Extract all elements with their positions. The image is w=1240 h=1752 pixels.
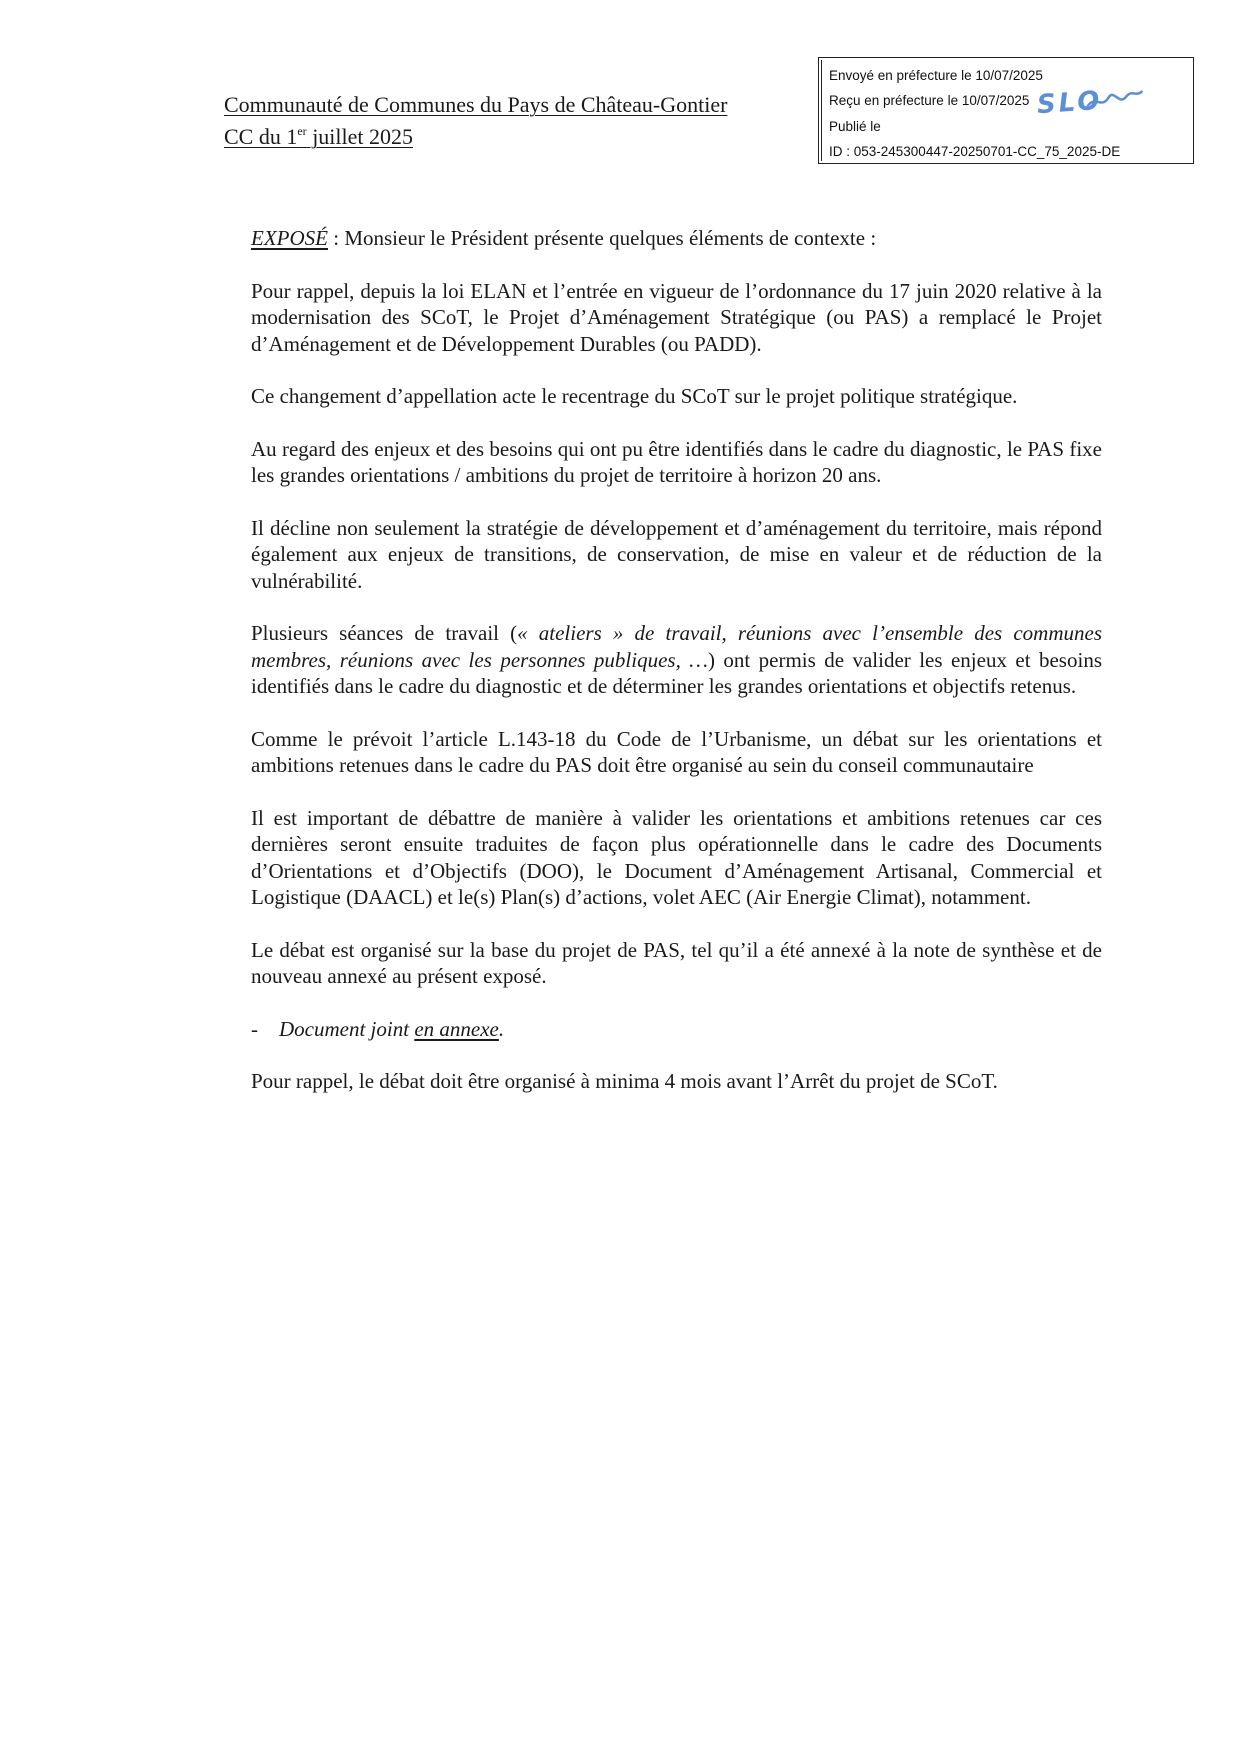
stamp-publie: Publié le — [829, 119, 881, 134]
expose-body — [251, 225, 1102, 1121]
stamp-id: ID : 053-245300447-20250701-CC_75_2025-DE — [829, 144, 1121, 159]
expose-intro-text: : Monsieur le Président présente quelques éléments de contexte : — [327, 226, 877, 250]
paragraph-8: Le débat est organisé sur la base du projet de PAS, tel qu’il a été annexé à la note de synthèse et de nouveau annexé au présent exposé. — [251, 937, 1102, 988]
signature-flourish-icon — [1084, 87, 1145, 113]
annex-bullet-text — [279, 1016, 504, 1043]
paragraph-6: Comme le prévoit l’article L.143-18 du Code de l’Urbanisme, un débat sur les orientations et ambitions retenues dans le cadre du PAS doit être organisé au sein du conseil communautaire — [251, 726, 1102, 777]
annex-bullet-end: . — [498, 1016, 505, 1041]
paragraph-5-start: Plusieurs séances de travail ( — [251, 621, 518, 645]
meeting-date-prefix: CC du 1 — [224, 124, 298, 149]
expose-label: EXPOSÉ — [251, 226, 328, 250]
paragraph-7: Il est important de débattre de manière à valider les orientations et ambitions retenues car ces dernières seront ensuite traduites de façon plus opérationnelle dans le cadre des Documents d’Orientations et d’Objectifs (DOO), le Document d’Aménagement Artisanal, Commercial et Logistique (DAACL) et le(s) Plan(s) d’actions, volet AEC (Air Energie Climat), notamment. — [251, 805, 1102, 909]
paragraph-5-end: ) ont permis de valider les enjeux et besoins identifiés dans le cadre du diagnostic et de déterminer les grandes orientations et objectifs retenus. — [251, 647, 1102, 698]
paragraph-9: Pour rappel, le débat doit être organisé à minima 4 mois avant l’Arrêt du projet de SCoT. — [251, 1069, 998, 1093]
prefecture-stamp — [818, 57, 1194, 164]
annex-link-text: en annexe — [414, 1016, 499, 1041]
paragraph-5-italic: « ateliers » de travail, réunions avec l’ensemble des communes membres, réunions avec les personnes publiques, … — [251, 621, 1102, 672]
meeting-date-suffix: juillet 2025 — [306, 124, 414, 149]
meeting-date-superscript: er — [297, 124, 307, 138]
document-header — [224, 92, 727, 150]
paragraph-4: Il décline non seulement la stratégie de développement et d’aménagement du territoire, mais répond également aux enjeux de transitions, de conservation, de mise en valeur et de réduction de la vulnérabilité. — [251, 515, 1102, 593]
annex-bullet — [251, 1016, 1102, 1043]
bullet-dash: - — [251, 1016, 258, 1041]
paragraph-5 — [251, 620, 1102, 700]
meeting-date — [224, 118, 727, 150]
paragraph-2: Ce changement d’appellation acte le recentrage du SCoT sur le projet politique stratégique. — [251, 384, 1018, 408]
expose-intro — [251, 225, 1102, 252]
annex-bullet-prefix: Document joint — [279, 1016, 415, 1041]
handwritten-initials — [1036, 86, 1103, 120]
stamp-recu: Reçu en préfecture le 10/07/2025 — [829, 93, 1030, 108]
stamp-inner-border — [821, 60, 822, 161]
handwritten-initials-text: SLO — [1036, 85, 1104, 121]
stamp-envoye: Envoyé en préfecture le 10/07/2025 — [829, 68, 1043, 83]
paragraph-3: Au regard des enjeux et des besoins qui ont pu être identifiés dans le cadre du diagnostic, le PAS fixe les grandes orientations / ambitions du projet de territoire à horizon 20 ans. — [251, 436, 1102, 487]
organization-name: Communauté de Communes du Pays de Château-Gontier — [224, 92, 728, 117]
paragraph-1: Pour rappel, depuis la loi ELAN et l’entrée en vigueur de l’ordonnance du 17 juin 2020 relative à la modernisation des SCoT, le Projet d’Aménagement Stratégique (ou PAS) a remplacé le Projet d’Aménagement et de Développement Durables (ou PADD). — [251, 278, 1102, 356]
